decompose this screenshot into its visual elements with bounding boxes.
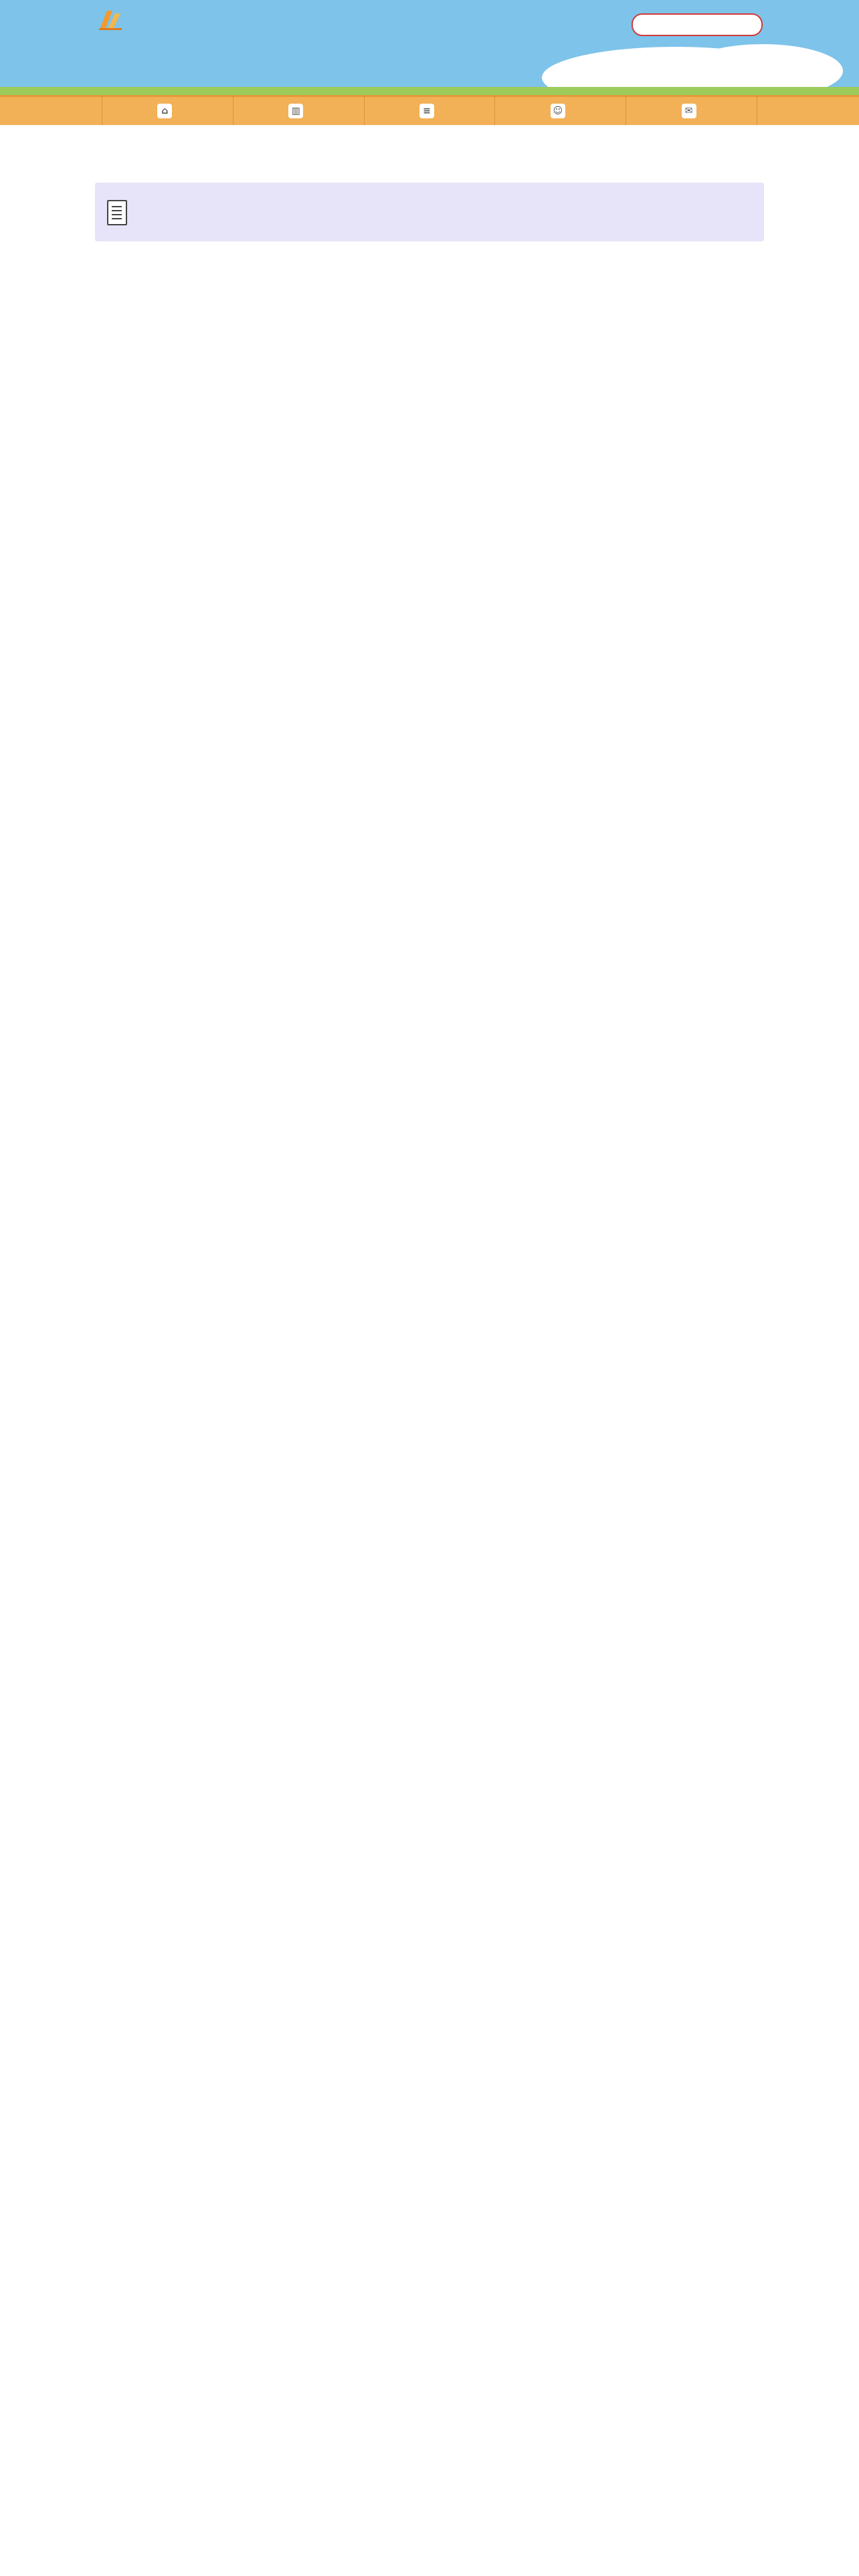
- nav-contact-faq[interactable]: [626, 97, 757, 125]
- document-list-icon: [107, 200, 127, 225]
- flame-logo-icon: [98, 8, 123, 31]
- document-icon: ≡: [419, 104, 434, 118]
- chat-icon: ✉: [682, 104, 696, 118]
- nav-recruit[interactable]: [494, 97, 626, 125]
- header-bar: [0, 0, 859, 37]
- company-logo[interactable]: [98, 8, 127, 31]
- nav-corporate[interactable]: [233, 97, 364, 125]
- nav-personal[interactable]: [102, 97, 233, 125]
- building-icon: ▥: [288, 104, 303, 118]
- emergency-contact-button[interactable]: [632, 13, 763, 36]
- global-nav: [0, 95, 859, 125]
- person-icon: ☺: [551, 104, 565, 118]
- town-illustration: [0, 37, 859, 95]
- nav-company-info[interactable]: [364, 97, 495, 125]
- house-icon: ⌂: [157, 104, 172, 118]
- page-title-box: [95, 183, 764, 241]
